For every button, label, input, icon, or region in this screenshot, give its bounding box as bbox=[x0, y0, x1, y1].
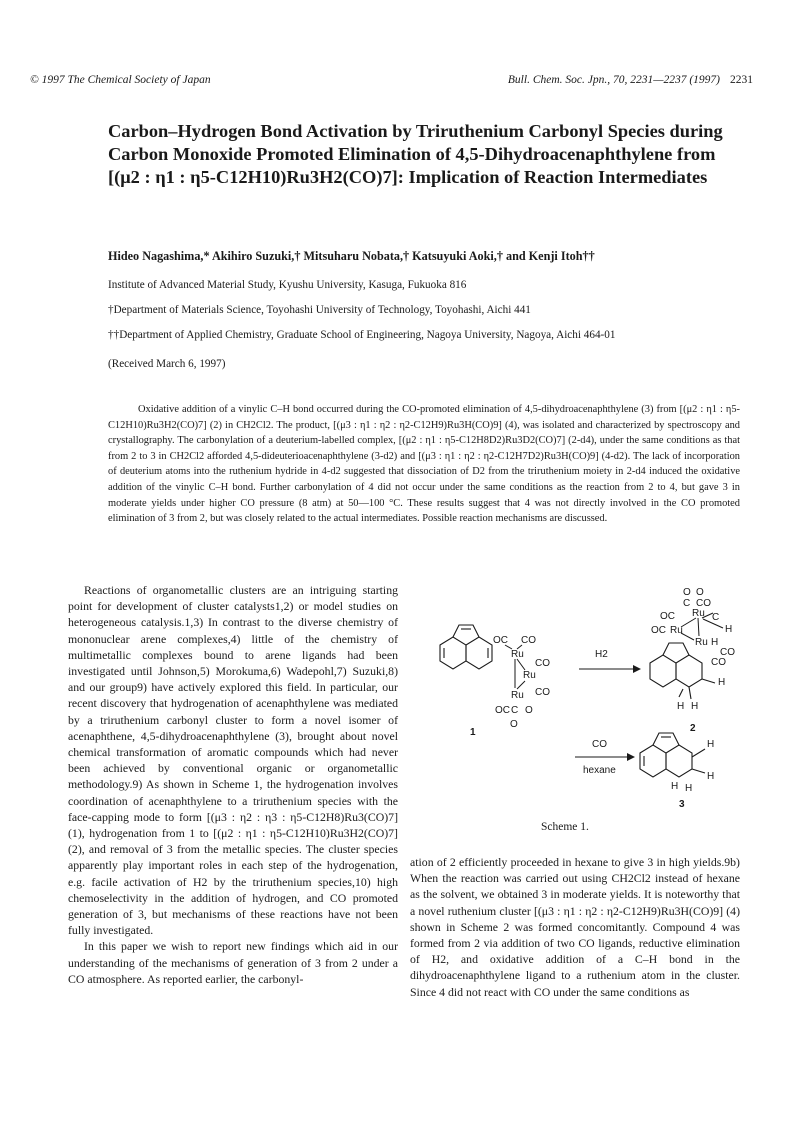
scheme-caption: Scheme 1. bbox=[541, 821, 589, 833]
scheme-1-figure bbox=[415, 585, 745, 835]
o-label: O bbox=[696, 587, 704, 598]
h2-reagent-label: H2 bbox=[595, 649, 608, 660]
oc-label: OC bbox=[660, 611, 675, 622]
ru3-cluster-1 bbox=[493, 635, 550, 730]
body-column-left bbox=[68, 582, 398, 987]
h-label: H bbox=[691, 701, 699, 712]
body-paragraph-right: ation of 2 efficiently proceeded in hexane to give 3 in high yields.9b) When the reaction was carried out using CH2Cl2 instead of hexane as the solvent, we obtained 3 in moderate yields. It is noteworthy that a novel ruthenium cluster [(μ3 : η1 : η2 : η2-C12H9)Ru3H(CO)9] (4) shown in Scheme 2 was formed concomitantly. Compound 4 was formed from 2 via addition of two CO ligands, reductive elimination of H2, and oxidative addition of a C–H bond in the dihydroacenaphthylene ligand to a ruthenium atom in the cluster. Since 4 did not react with CO under the same conditions as bbox=[410, 855, 740, 999]
h-label: H bbox=[718, 677, 726, 688]
acenaphthylene-structure bbox=[440, 625, 492, 669]
h-label: H bbox=[685, 783, 693, 794]
ru-label: Ru bbox=[523, 670, 536, 681]
h-label: H bbox=[725, 624, 733, 635]
body-paragraph-2: In this paper we wish to report new findings which aid in our understanding of the mechanisms of generation of 3 from 2 under a CO atmosphere. As reported earlier, the carbonyl- bbox=[68, 939, 398, 986]
received-date: (Received March 6, 1997) bbox=[108, 358, 226, 370]
body-column-right bbox=[410, 854, 740, 1000]
body-paragraph-1: Reactions of organometallic clusters are an intriguing starting point for development of cluster catalysts1,2) or model studies on heterogeneous catalysis.1,3) In contrast to the diverse chemistry of mononuclear arene complexes,4) little of the chemistry of multimetallic complexes bound to arene ligands had been investigated until Johnson,5) Morokuma,6) Wadepohl,7) Suzuki,8) and our group9) have actively explored this field. In particular, our recent discovery that hydrogenation of acenaphthylene was mediated by a triruthenium carbonyl cluster to form a novel isomer of acenaphthene, 4,5-dihydroacenaphthylene (3), brought about novel chemical transformation of aromatic compounds which had never been achieved by conventional organic or organometallic methodology.9) As shown in Scheme 1, the hydrogenation involves coordination of acenaphthylene to a triruthenium species with the face-capping mode to form [(μ3 : η2 : η3 : η5-C12H8)Ru3(CO)7] (1), hydrogenation from 1 to [(μ2 : η1 : η5-C12H10)Ru3H2(CO)7] (2), and removal of 3 from the metallic species. The cluster species apparently play important roles in each step of the hydrogenation, e.g. facile activation of H2 by the triruthenium species,10) high chemoselectivity in the addition of hydrogen, and CO promoted generation of 3, but mechanisms of these reactions have not been fully investigated. bbox=[68, 583, 398, 938]
co-reagent-label: CO bbox=[592, 739, 607, 750]
article-title: Carbon–Hydrogen Bond Activation by Triruthenium Carbonyl Species during Carbon Monoxide Promoted Elimination of 4,5-Dihydroacenaphthylene from [(μ2 : η1 : η5-C12H10)Ru3H2(CO)7]: Implication of Reaction Intermediates bbox=[108, 121, 723, 187]
oc-label: OC bbox=[493, 635, 508, 646]
author-list: Hideo Nagashima,* Akihiro Suzuki,† Mitsuharu Nobata,† Katsuyuki Aoki,† and Kenji Itoh†† bbox=[108, 249, 595, 263]
c-label: C bbox=[712, 612, 720, 623]
c-label: C bbox=[511, 705, 519, 716]
hexane-solvent-label: hexane bbox=[583, 765, 616, 776]
co-label: CO bbox=[535, 687, 550, 698]
h-label: H bbox=[677, 701, 685, 712]
co-label: CO bbox=[720, 647, 735, 658]
h-label: H bbox=[707, 771, 715, 782]
journal-copyright: © 1997 The Chemical Society of Japan bbox=[30, 74, 211, 86]
compound-2-structure bbox=[650, 643, 715, 699]
affiliation-3: ††Department of Applied Chemistry, Graduate School of Engineering, Nagoya University, Nagoya, Aichi 464-01 bbox=[108, 329, 616, 341]
h-label: H bbox=[671, 781, 679, 792]
c-label: C bbox=[683, 598, 691, 609]
co-label: CO bbox=[696, 598, 711, 609]
compound-1-label: 1 bbox=[470, 727, 476, 738]
compound-2-label: 2 bbox=[690, 723, 696, 734]
compound-3-structure bbox=[640, 733, 705, 777]
h-label: H bbox=[707, 739, 715, 750]
h-label: H bbox=[711, 637, 719, 648]
compound-3-label: 3 bbox=[679, 799, 685, 810]
affiliation-2: †Department of Materials Science, Toyohashi University of Technology, Toyohashi, Aichi 441 bbox=[108, 304, 531, 316]
co-label: CO bbox=[521, 635, 536, 646]
abstract: Oxidative addition of a vinylic C–H bond occurred during the CO-promoted elimination of 4,5-dihydroacenaphthylene (3) from [(μ2 : η1 : η5-C12H10)Ru3H2(CO)7] (2) in CH2Cl2. The product, [(μ3 : η1 : η2 : η2-C12H9)Ru3H(CO)9] (4), was isolated and characterized by spectroscopy and crystallography. The carbonylation of a deuterium-labelled complex, [(μ2 : η1 : η5-C12H8D2)Ru3D2(CO)7] (2-d4), under the same conditions as that from 2 to 3 in CH2Cl2 afforded 4,5-dideuterioacenaphthylene (3-d2) and [(μ3 : η1 : η2 : η2-C12H7D2)Ru3H(CO)9] (4-d2). The lack of incorporation of deuterium atoms into the ruthenium hydride in 4-d2 suggested that dissociation of D2 from the triruthenium moiety in 2-d4 induced the oxidative addition of the vinylic C–H bond. Further carbonylation of 4 did not occur under the same conditions as the reaction from 2 to 4, but gave 3 in moderate yields under higher CO pressure (8 atm) at 50—100 °C. These results suggest that 4 was not directly involved in the CO promoted elimination of 3 from 2, but was closely related to the actual intermediates. Possible reaction mechanisms are discussed. bbox=[108, 404, 740, 525]
ru-label: Ru bbox=[511, 649, 524, 660]
ru-label: Ru bbox=[511, 690, 524, 701]
ru-label: Ru bbox=[670, 625, 683, 636]
o-label: O bbox=[510, 719, 518, 730]
affiliation-1: Institute of Advanced Material Study, Kyushu University, Kasuga, Fukuoka 816 bbox=[108, 279, 467, 291]
page-number: 2231 bbox=[730, 74, 753, 86]
oc-label: OC bbox=[651, 625, 666, 636]
oc-label: OC bbox=[495, 705, 510, 716]
ru3-cluster-2 bbox=[651, 587, 735, 712]
o-label: O bbox=[525, 705, 533, 716]
co-label: CO bbox=[711, 657, 726, 668]
journal-citation bbox=[508, 74, 753, 86]
journal-reference: Bull. Chem. Soc. Jpn., 70, 2231—2237 (1997) bbox=[507, 74, 720, 86]
ru-label: Ru bbox=[692, 608, 705, 619]
o-label: O bbox=[683, 587, 691, 598]
ru-label: Ru bbox=[695, 637, 708, 648]
co-label: CO bbox=[535, 658, 550, 669]
